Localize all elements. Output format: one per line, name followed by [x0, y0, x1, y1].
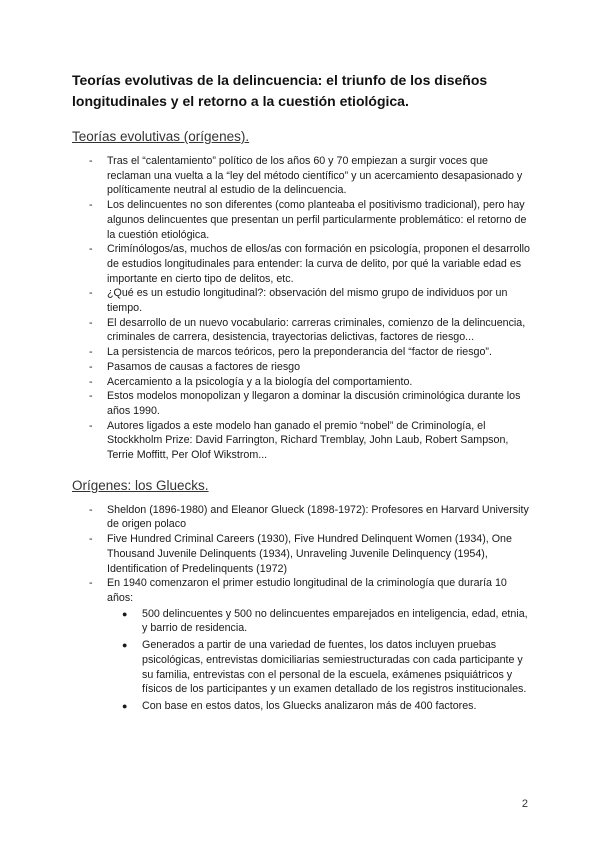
list-item: - El desarrollo de un nuevo vocabulario: carreras criminales, comienzo de la delincuencia, criminales de carrera, desistencia, trayectorias delictivas, factores de riesgo... [89, 316, 526, 344]
sub-list-item: ● Generados a partir de una variedad de fuentes, los datos incluyen pruebas psicológicas, entrevistas domiciliarias semiestructuradas con cada participante y su familia, entrevistas con el personal de la escuela, exámenes psiquiátricos y físicos de los participantes y un examen detallado de los registros institucionales. [122, 639, 527, 696]
list-item: - Pasamos de causas a factores de riesgo [89, 360, 301, 373]
list-item: - En 1940 comenzaron el primer estudio longitudinal de la criminología que duraría 10 años: ● 500 delincuentes y 500 no delincuentes emparejados en inteligencia, edad, etnia, y barrio de residencia. ● Generados a partir de una variedad de fuentes, los datos incluyen pruebas psicológicas, entrevistas domiciliarias semiestructuradas con cada participante y su familia, entrevistas con el personal de la escuela, exámenes psiquiátricos y físicos de los participantes y un examen detallado de los registros institucionales. ● Con base en estos datos, los Gluecks analizaron más de 400 factores. [72, 576, 534, 713]
list-item: - Sheldon (1896-1980) and Eleanor Glueck (1898-1972): Profesores en Harvard University de origen polaco [89, 503, 529, 531]
sub-list-item: ● 500 delincuentes y 500 no delincuentes emparejados en inteligencia, edad, etnia, y barrio de residencia. [122, 607, 528, 635]
section1-list [72, 154, 534, 463]
document-title: Teorías evolutivas de la delincuencia: el triunfo de los diseños longitudinales y el retorno a la cuestión etiológica. [72, 72, 488, 109]
list-item: - Autores ligados a este modelo han ganado el premio “nobel” de Criminología, el Stockkholm Prize: David Farrington, Richard Tremblay, John Laub, Robert Sampson, Terrie Moffitt, Per Olof Wikstrom... [89, 419, 509, 462]
section-heading-origins: Teorías evolutivas (orígenes). [72, 129, 250, 144]
document-page [72, 70, 534, 716]
list-item: - Tras el “calentamiento” político de los años 60 y 70 empiezan a surgir voces que reclaman una vuelta a la “ley del método científico” y un acercamiento desapasionado y políticamente neutral al estudio de la delincuencia. [89, 155, 523, 197]
bullet-icon: ● [122, 700, 128, 711]
page-number: 2 [521, 798, 528, 810]
list-item: - Acercamiento a la psicología y a la biología del comportamiento. [89, 375, 413, 388]
bullet-icon: ● [122, 608, 128, 619]
list-item: - La persistencia de marcos teóricos, pero la preponderancia del “factor de riesgo”. [89, 346, 492, 359]
list-item: - Los delincuentes no son diferentes (como planteaba el positivismo tradicional), pero hay algunos delincuentes que presentan un perfil particularmente problemático: el retorno de la cuestión etiológica. [89, 199, 527, 241]
list-item: - Five Hundred Criminal Careers (1930), Five Hundred Delinquent Women (1934), One Thousand Juvenile Delinquents (1934), Unraveling Juvenile Delinquency (1954), Identification of Predelinquents (1972) [89, 533, 512, 575]
section2-list [72, 503, 534, 714]
sub-list-item: ● Con base en estos datos, los Gluecks analizaron más de 400 factores. [122, 699, 477, 712]
sub-list [107, 607, 534, 714]
list-item: - Crimínólogos/as, muchos de ellos/as con formación en psicología, proponen el desarrollo de estudios longitudinales para entender: la curva de delito, por qué la variable edad es importante en cierto tipo de delitos, etc. [89, 243, 530, 285]
list-item: - ¿Qué es un estudio longitudinal?: observación del mismo grupo de individuos por un tiempo. [89, 287, 508, 315]
bullet-icon: ● [122, 640, 128, 651]
list-item: - Estos modelos monopolizan y llegaron a dominar la discusión criminológica durante los años 1990. [89, 390, 521, 417]
section-heading-gluecks: Orígenes: los Gluecks. [72, 477, 209, 493]
